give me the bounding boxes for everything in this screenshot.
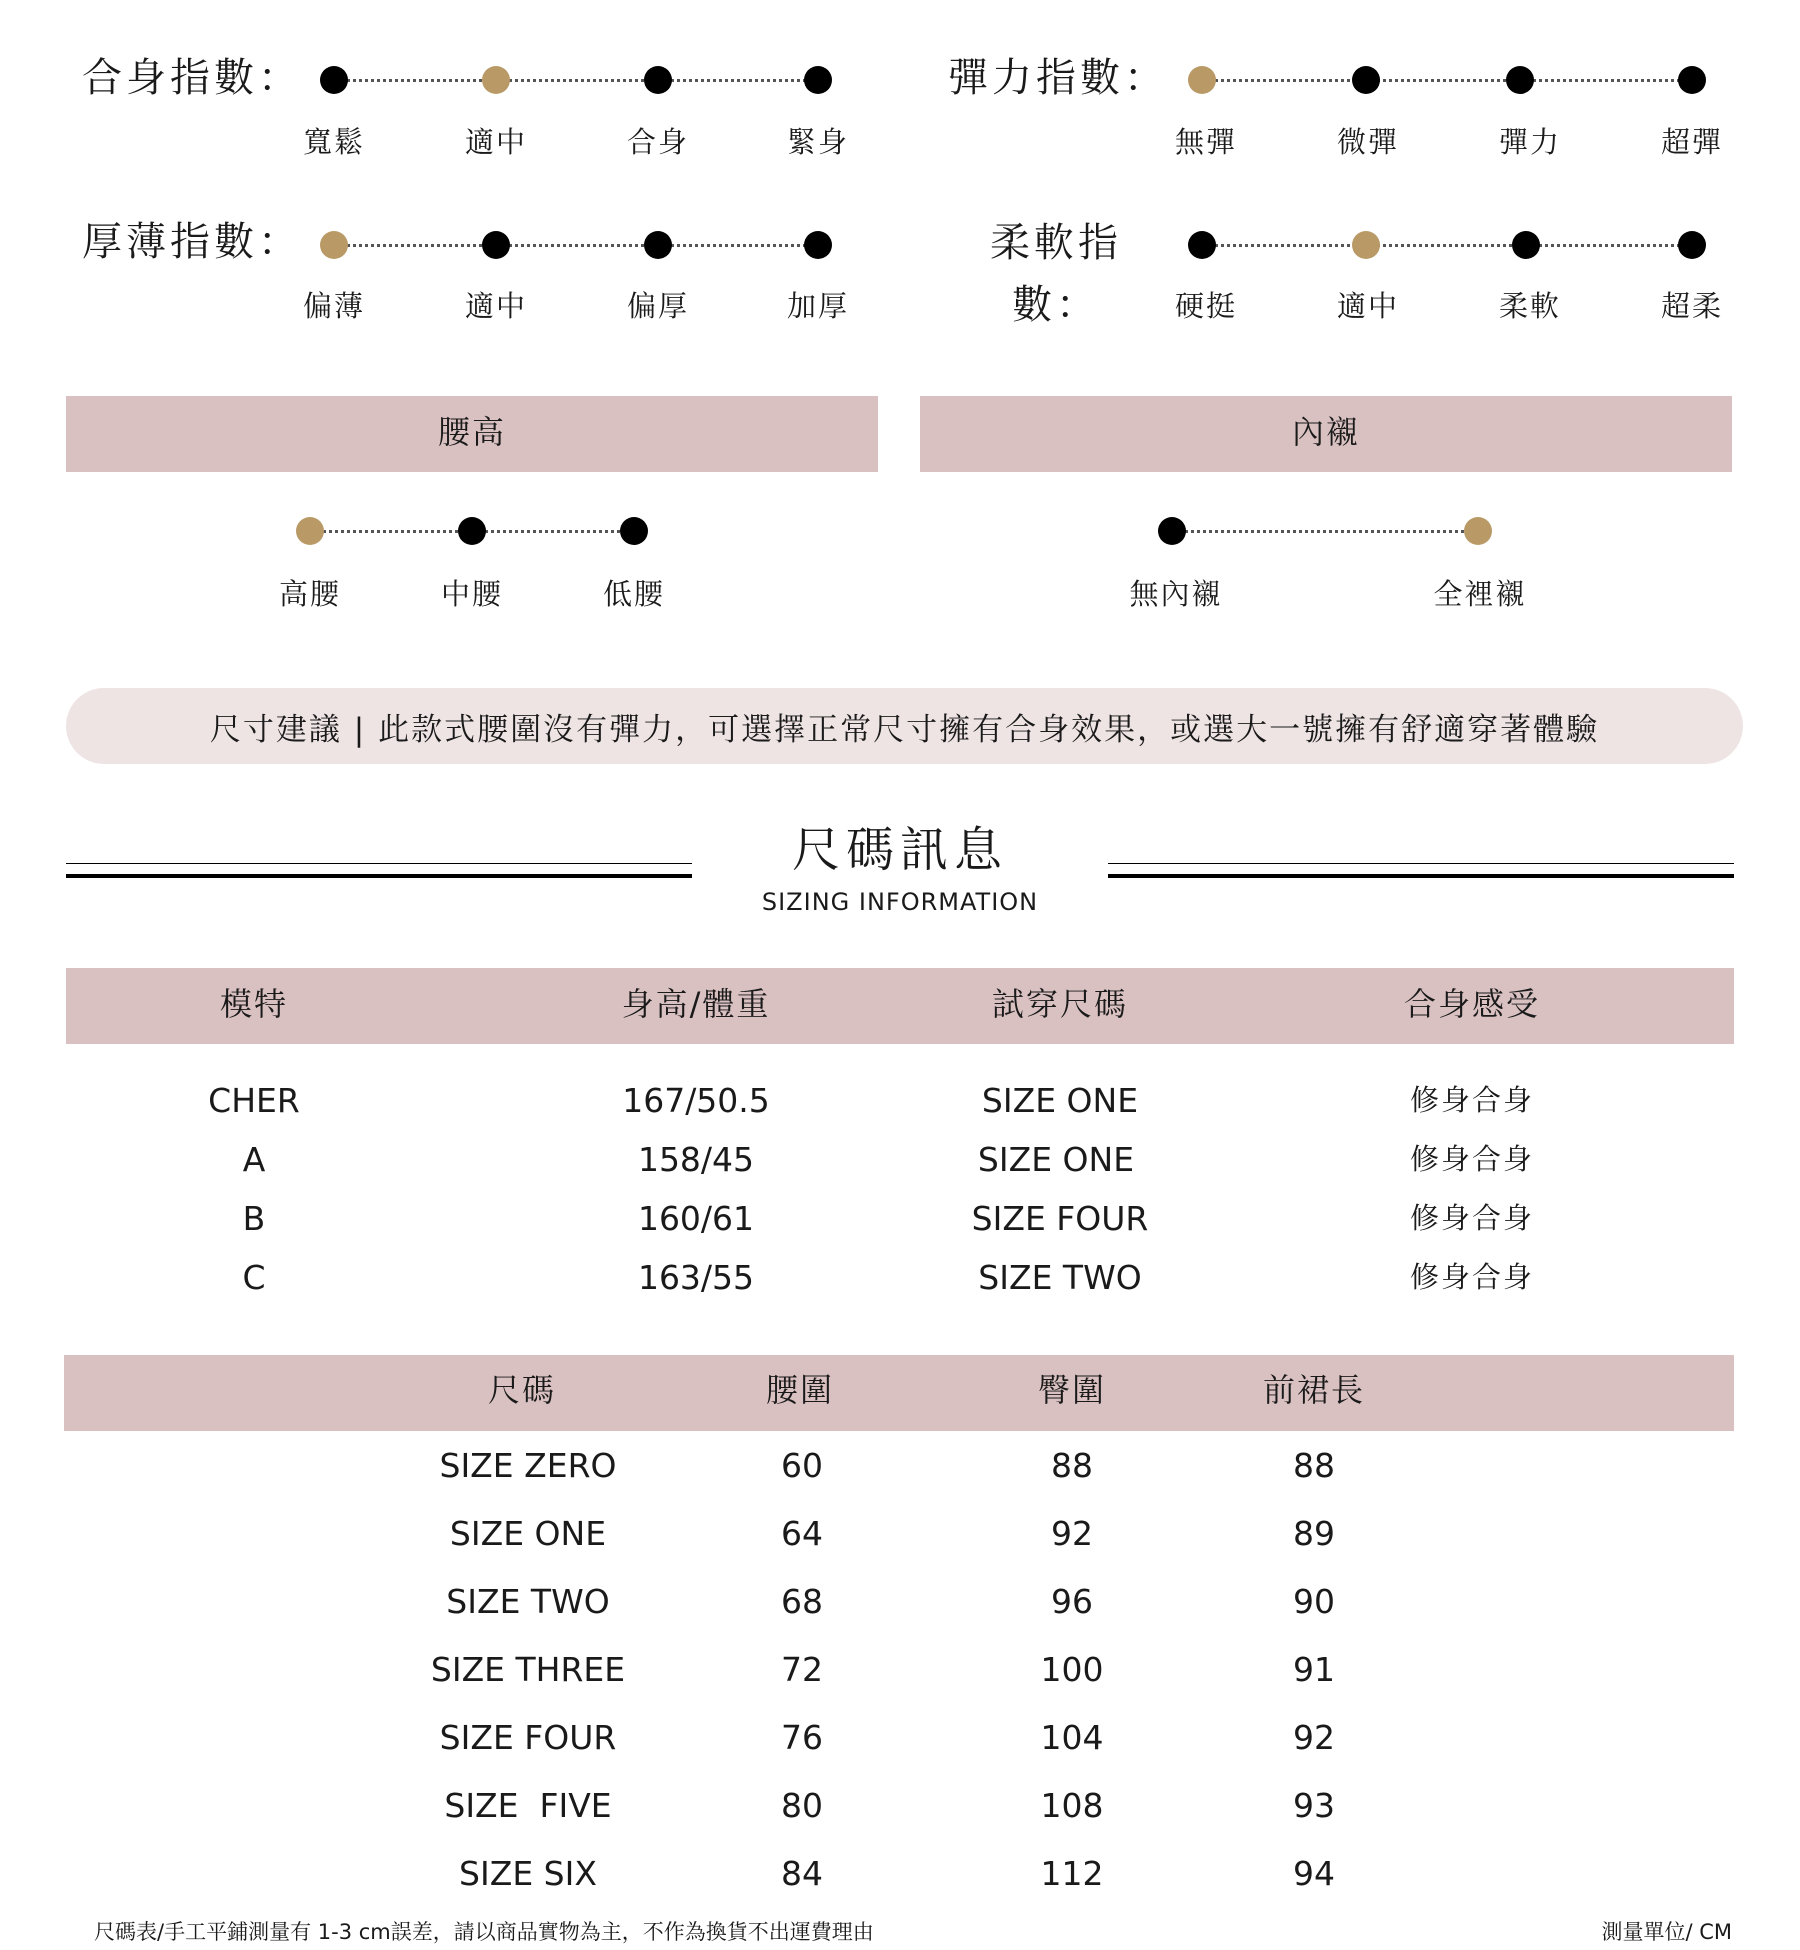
stretch-dot-1 bbox=[1352, 66, 1380, 94]
model-cell: A bbox=[242, 1140, 266, 1179]
size-cell: 89 bbox=[1293, 1514, 1335, 1553]
size-cell: SIZE ZERO bbox=[439, 1446, 617, 1485]
waist-label: 中腰 bbox=[440, 577, 504, 611]
heading-rule-right bbox=[1108, 863, 1734, 878]
size-header-cell: 前裙長 bbox=[1262, 1371, 1366, 1409]
softness-label: 柔軟 bbox=[1498, 289, 1562, 323]
stretch-label: 微彈 bbox=[1336, 125, 1400, 159]
model-header-cell: 模特 bbox=[219, 985, 289, 1023]
waist-label: 高腰 bbox=[278, 577, 342, 611]
waist-dot-0 bbox=[296, 517, 324, 545]
size-cell: 64 bbox=[781, 1514, 823, 1553]
fit-dot-3 bbox=[804, 66, 832, 94]
waist-header-bar bbox=[66, 396, 878, 472]
model-header-cell: 試穿尺碼 bbox=[991, 985, 1129, 1023]
size-header-cell: 臀圍 bbox=[1037, 1371, 1107, 1409]
softness-title-line2: 數： bbox=[1012, 282, 1100, 328]
fit-label: 適中 bbox=[464, 125, 528, 159]
model-cell: 修身合身 bbox=[1409, 1083, 1535, 1117]
waist-dot-2 bbox=[620, 517, 648, 545]
thickness-index-track bbox=[334, 244, 814, 247]
model-cell: 163/55 bbox=[637, 1258, 755, 1297]
fit-label: 合身 bbox=[626, 125, 690, 159]
size-cell: SIZE ONE bbox=[449, 1514, 607, 1553]
softness-dot-2 bbox=[1512, 231, 1540, 259]
size-cell: 91 bbox=[1293, 1650, 1335, 1689]
thickness-dot-0 bbox=[320, 231, 348, 259]
softness-label: 超柔 bbox=[1660, 289, 1724, 323]
size-cell: SIZE FOUR bbox=[439, 1718, 617, 1757]
model-cell: SIZE ONE bbox=[981, 1081, 1139, 1120]
size-cell: 72 bbox=[781, 1650, 823, 1689]
model-header-cell: 身高/體重 bbox=[621, 985, 771, 1023]
thickness-label: 偏薄 bbox=[302, 289, 366, 323]
stretch-index-track bbox=[1202, 79, 1686, 82]
size-cell: 60 bbox=[781, 1446, 823, 1485]
lining-dot-1 bbox=[1464, 517, 1492, 545]
lining-dot-0 bbox=[1158, 517, 1186, 545]
softness-index-track bbox=[1202, 244, 1686, 247]
model-cell: SIZE ONE bbox=[977, 1140, 1135, 1179]
thickness-dot-3 bbox=[804, 231, 832, 259]
size-cell: 68 bbox=[781, 1582, 823, 1621]
lining-label: 全裡襯 bbox=[1433, 577, 1527, 611]
size-cell: 88 bbox=[1051, 1446, 1093, 1485]
size-cell: 76 bbox=[781, 1718, 823, 1757]
model-cell: 修身合身 bbox=[1409, 1260, 1535, 1294]
size-header-cell: 腰圍 bbox=[765, 1371, 835, 1409]
size-cell: 112 bbox=[1040, 1854, 1104, 1893]
stretch-label: 超彈 bbox=[1660, 125, 1724, 159]
size-cell: 92 bbox=[1051, 1514, 1093, 1553]
stretch-dot-3 bbox=[1678, 66, 1706, 94]
size-advice: 尺寸建議 | 此款式腰圍沒有彈力，可選擇正常尺寸擁有合身效果，或選大一號擁有舒適穿著體驗 bbox=[66, 688, 1743, 764]
softness-title-line1: 柔軟指 bbox=[990, 220, 1122, 266]
size-cell: SIZE TWO bbox=[446, 1582, 610, 1621]
thickness-dot-2 bbox=[644, 231, 672, 259]
model-cell: SIZE FOUR bbox=[971, 1199, 1149, 1238]
thickness-dot-1 bbox=[482, 231, 510, 259]
lining-track bbox=[1172, 530, 1478, 533]
size-cell: 104 bbox=[1040, 1718, 1104, 1757]
model-cell: 167/50.5 bbox=[622, 1081, 770, 1120]
waist-dot-1 bbox=[458, 517, 486, 545]
lining-header-bar bbox=[920, 396, 1732, 472]
sizing-subtitle: SIZING INFORMATION bbox=[761, 888, 1039, 916]
softness-label: 適中 bbox=[1336, 289, 1400, 323]
waist-label: 低腰 bbox=[602, 577, 666, 611]
model-cell: 修身合身 bbox=[1409, 1201, 1535, 1235]
stretch-label: 無彈 bbox=[1174, 125, 1238, 159]
softness-dot-3 bbox=[1678, 231, 1706, 259]
thickness-index-title: 厚薄指數： bbox=[82, 219, 302, 265]
size-cell: 100 bbox=[1040, 1650, 1104, 1689]
size-cell: 90 bbox=[1293, 1582, 1335, 1621]
size-cell: 84 bbox=[781, 1854, 823, 1893]
size-cell: 80 bbox=[781, 1786, 823, 1825]
thickness-label: 偏厚 bbox=[626, 289, 690, 323]
stretch-dot-0 bbox=[1188, 66, 1216, 94]
size-cell: 108 bbox=[1040, 1786, 1104, 1825]
size-cell: SIZE SIX bbox=[459, 1854, 597, 1893]
model-cell: 修身合身 bbox=[1409, 1142, 1535, 1176]
size-cell: 92 bbox=[1293, 1718, 1335, 1757]
size-cell: SIZE THREE bbox=[430, 1650, 626, 1689]
stretch-dot-2 bbox=[1506, 66, 1534, 94]
stretch-index-title: 彈力指數： bbox=[948, 55, 1168, 101]
size-cell: SIZE FIVE bbox=[444, 1786, 612, 1825]
size-cell: 88 bbox=[1293, 1446, 1335, 1485]
fit-label: 緊身 bbox=[786, 125, 850, 159]
size-cell: 94 bbox=[1293, 1854, 1335, 1893]
softness-dot-0 bbox=[1188, 231, 1216, 259]
model-cell: B bbox=[242, 1199, 266, 1238]
thickness-label: 加厚 bbox=[786, 289, 850, 323]
model-cell: 160/61 bbox=[637, 1199, 755, 1238]
fit-dot-0 bbox=[320, 66, 348, 94]
size-header-cell: 尺碼 bbox=[487, 1371, 557, 1409]
model-cell: C bbox=[242, 1258, 266, 1297]
measurement-note: 尺碼表/手工平鋪測量有 1-3 cm誤差，請以商品實物為主，不作為換貨不出運費理由 bbox=[94, 1920, 874, 1944]
size-cell: 96 bbox=[1051, 1582, 1093, 1621]
model-cell: CHER bbox=[208, 1081, 300, 1120]
sizing-title: 尺碼訊息 bbox=[791, 822, 1009, 878]
heading-rule-left bbox=[66, 863, 692, 878]
lining-label: 無內襯 bbox=[1129, 577, 1223, 611]
model-cell: 158/45 bbox=[637, 1140, 755, 1179]
softness-dot-1 bbox=[1352, 231, 1380, 259]
model-cell: SIZE TWO bbox=[978, 1258, 1142, 1297]
size-cell: 93 bbox=[1293, 1786, 1335, 1825]
size-table-header bbox=[64, 1355, 1734, 1431]
fit-index-title: 合身指數： bbox=[82, 55, 302, 101]
fit-index-track bbox=[334, 79, 814, 82]
softness-label: 硬挺 bbox=[1174, 289, 1238, 323]
fit-label: 寬鬆 bbox=[302, 125, 366, 159]
waist-header: 腰高 bbox=[437, 413, 507, 451]
fit-dot-2 bbox=[644, 66, 672, 94]
unit-note: 測量單位/ CM bbox=[1601, 1920, 1732, 1944]
fit-dot-1 bbox=[482, 66, 510, 94]
model-header-cell: 合身感受 bbox=[1403, 985, 1541, 1023]
softness-index-title bbox=[990, 212, 1122, 336]
thickness-label: 適中 bbox=[464, 289, 528, 323]
stretch-label: 彈力 bbox=[1498, 125, 1562, 159]
lining-header: 內襯 bbox=[1291, 413, 1361, 451]
